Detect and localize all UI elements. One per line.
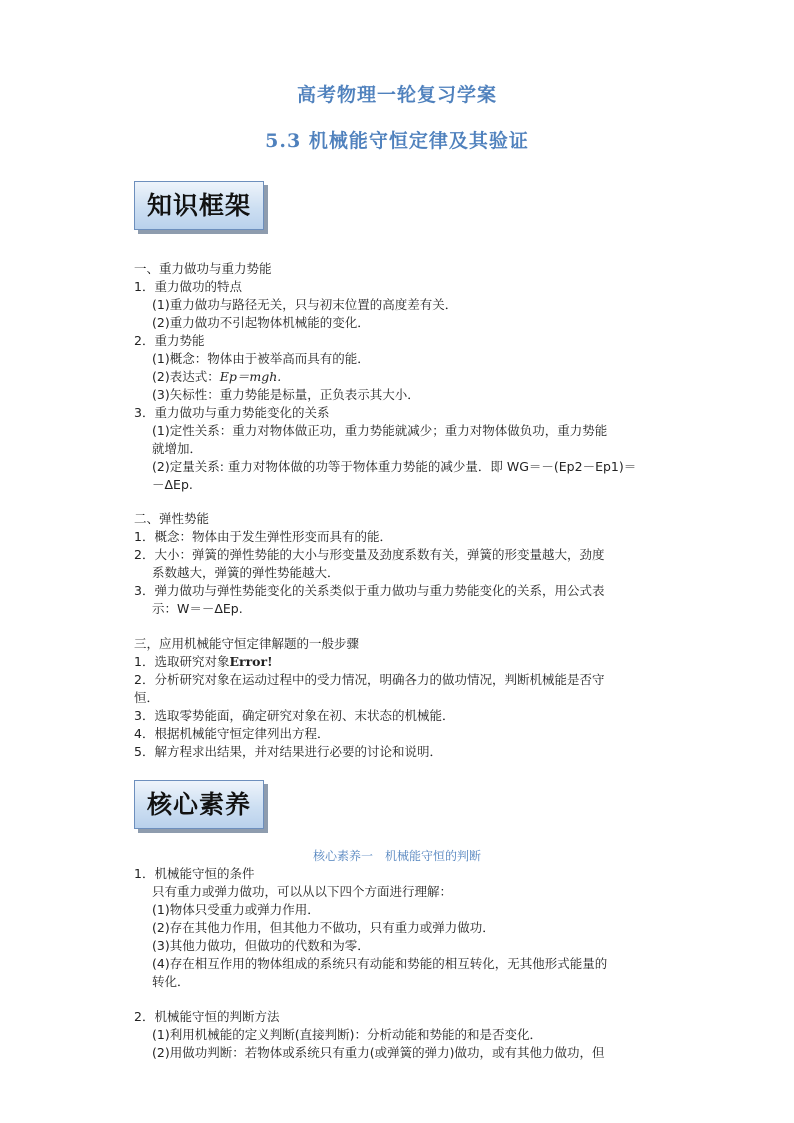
core-item-2b: (2)用做功判断：若物体或系统只有重力(或弹簧的弹力)做功，或有其他力做功，但: [152, 1045, 605, 1060]
part1-item-2: 2．重力势能: [134, 333, 205, 348]
error-text: Error!: [229, 654, 273, 669]
part2-item-2: 2．大小：弹簧的弹性势能的大小与形变量及劲度系数有关，弹簧的形变量越大，劲度: [134, 547, 605, 562]
expression-label: (2)表达式：: [152, 369, 220, 384]
section-box-core-literacy: 核心素养: [134, 780, 264, 829]
document-title: 高考物理一轮复习学案: [296, 84, 497, 106]
part2-item-2-cont: 系数越大，弹簧的弹性势能越大．: [152, 565, 340, 580]
core-item-1b: (1)物体只受重力或弹力作用．: [152, 902, 320, 917]
core-item-1: 1．机械能守恒的条件: [134, 866, 255, 881]
part1-item-2b: [152, 368, 281, 386]
part1-heading: 一、重力做功与重力势能: [134, 261, 272, 276]
part2-item-1: 1．概念：物体由于发生弹性形变而具有的能．: [134, 529, 392, 544]
section-box-knowledge-framework: 知识框架: [134, 181, 264, 230]
part2-heading: 二、弹性势能: [134, 511, 210, 526]
core-item-1c: (2)存在其他力作用，但其他力不做功，只有重力或弹力做功．: [152, 920, 495, 935]
part1-item-2c: (3)矢标性：重力势能是标量，正负表示其大小．: [152, 387, 420, 402]
core-item-1d: (3)其他力做功，但做功的代数和为零．: [152, 938, 370, 953]
part3-item-1-text: 1．选取研究对象: [134, 654, 230, 669]
document-subtitle: 5.3 机械能守恒定律及其验证: [265, 130, 529, 152]
part3-heading: 三，应用机械能守恒定律解题的一般步骤: [134, 636, 360, 651]
part1-item-3b-cont: －ΔEp.: [152, 477, 193, 492]
part3-item-1: [134, 653, 273, 671]
part1-item-3: 3．重力做功与重力势能变化的关系: [134, 405, 330, 420]
potential-energy-formula: Ep＝mgh.: [219, 369, 282, 384]
core-item-2: 2．机械能守恒的判断方法: [134, 1009, 280, 1024]
core-item-2a: (1)利用机械能的定义判断(直接判断)：分析动能和势能的和是否变化．: [152, 1027, 542, 1042]
part2-item-3: 3．弹力做功与弹性势能变化的关系类似于重力做功与重力势能变化的关系，用公式表: [134, 583, 605, 598]
core-item-1e: (4)存在相互作用的物体组成的系统只有动能和势能的相互转化，无其他形式能量的: [152, 956, 608, 971]
part3-item-2: 2．分析研究对象在运动过程中的受力情况，明确各力的做功情况，判断机械能是否守: [134, 672, 605, 687]
part1-item-3a: (1)定性关系：重力对物体做正功，重力势能就减少；重力对物体做负功，重力势能: [152, 423, 608, 438]
part3-item-3: 3．选取零势能面，确定研究对象在初、末状态的机械能．: [134, 708, 455, 723]
part1-item-3a-cont: 就增加．: [152, 441, 203, 456]
core-item-1a: 只有重力或弹力做功，可以从以下四个方面进行理解：: [152, 884, 453, 899]
part1-item-1a: (1)重力做功与路径无关，只与初末位置的高度差有关．: [152, 297, 458, 312]
core-item-1e-cont: 转化．: [152, 974, 190, 989]
core-subheading: 核心素养一 机械能守恒的判断: [312, 849, 481, 863]
part3-item-5: 5．解方程求出结果，并对结果进行必要的讨论和说明．: [134, 744, 442, 759]
part2-item-3-cont: 示：W＝－ΔEp.: [152, 601, 243, 616]
part1-item-1b: (2)重力做功不引起物体机械能的变化．: [152, 315, 370, 330]
part3-item-4: 4．根据机械能守恒定律列出方程．: [134, 726, 330, 741]
part1-item-3b: (2)定量关系: 重力对物体做的功等于物体重力势能的减少量．即 WG＝－(Ep2－Ep1)＝: [152, 459, 637, 474]
part1-item-2a: (1)概念：物体由于被举高而具有的能．: [152, 351, 370, 366]
part1-item-1: 1．重力做功的特点: [134, 279, 242, 294]
part3-item-2-cont: 恒．: [134, 690, 160, 705]
